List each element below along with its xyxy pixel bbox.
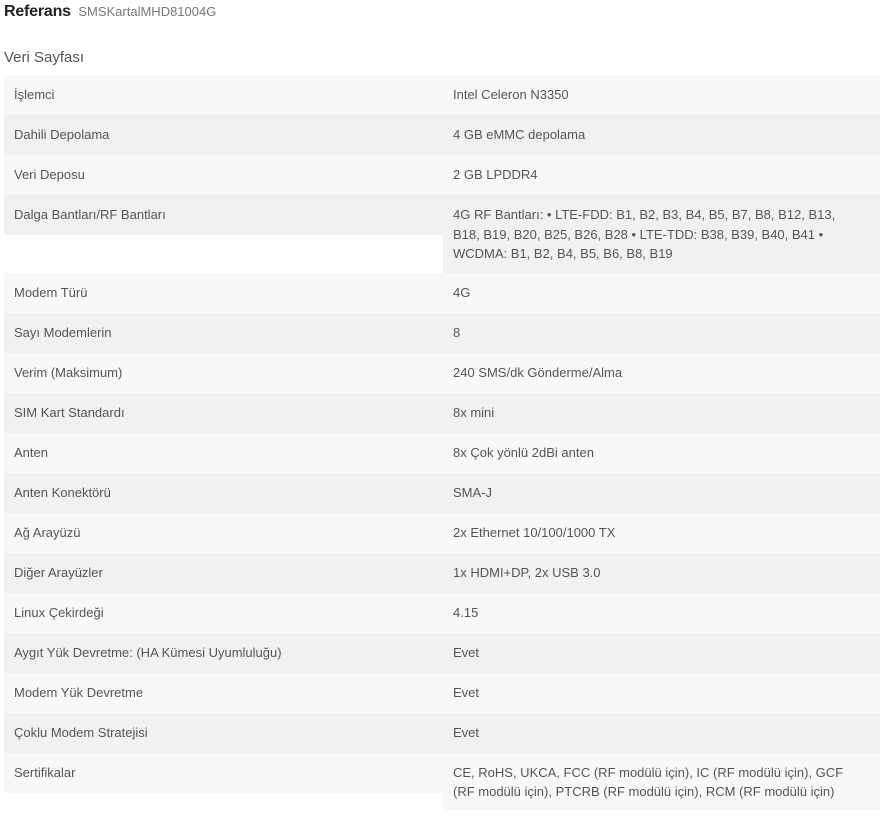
spec-value: 2 GB LPDDR4 bbox=[443, 155, 880, 195]
spec-row-device-failover bbox=[4, 633, 880, 673]
spec-row-linux-kernel bbox=[4, 593, 880, 633]
spec-key: Anten bbox=[4, 433, 443, 473]
spec-value: Evet bbox=[443, 633, 880, 673]
spec-value: 4.15 bbox=[443, 593, 880, 633]
spec-row-internal-storage bbox=[4, 115, 880, 155]
spec-row-processor bbox=[4, 75, 880, 115]
spec-key: Verim (Maksimum) bbox=[4, 353, 443, 393]
spec-row-memory bbox=[4, 155, 880, 195]
spec-key: Veri Deposu bbox=[4, 155, 443, 195]
spec-row-modem-type bbox=[4, 273, 880, 313]
spec-value: CE, RoHS, UKCA, FCC (RF modülü için), IC (RF modülü için), GCF (RF modülü için), PTCRB (RF modülü için), RCM (RF modülü için) bbox=[443, 753, 880, 811]
reference-heading bbox=[4, 3, 216, 21]
spec-value: Evet bbox=[443, 713, 880, 753]
datasheet-title: Veri Sayfası bbox=[4, 49, 85, 66]
spec-row-multi-modem-strategy bbox=[4, 713, 880, 753]
spec-key: Anten Konektörü bbox=[4, 473, 443, 513]
spec-value: 1x HDMI+DP, 2x USB 3.0 bbox=[443, 553, 880, 593]
spec-row-antenna-connector bbox=[4, 473, 880, 513]
spec-table bbox=[4, 75, 880, 811]
reference-code: SMSKartalMHD81004G bbox=[78, 4, 217, 19]
spec-value: 4G bbox=[443, 273, 880, 313]
spec-key: Diğer Arayüzler bbox=[4, 553, 443, 593]
spec-row-modem-count bbox=[4, 313, 880, 353]
spec-value: 8x mini bbox=[443, 393, 880, 433]
spec-row-rf-bands bbox=[4, 195, 880, 273]
spec-row-antenna bbox=[4, 433, 880, 473]
spec-key: Modem Yük Devretme bbox=[4, 673, 443, 713]
spec-row-throughput bbox=[4, 353, 880, 393]
spec-row-certifications bbox=[4, 753, 880, 811]
spec-key: İşlemci bbox=[4, 75, 443, 115]
spec-key: Çoklu Modem Stratejisi bbox=[4, 713, 443, 753]
spec-key: Ağ Arayüzü bbox=[4, 513, 443, 553]
spec-value: 4 GB eMMC depolama bbox=[443, 115, 880, 155]
spec-value: 8 bbox=[443, 313, 880, 353]
spec-row-modem-failover bbox=[4, 673, 880, 713]
spec-row-network-interface bbox=[4, 513, 880, 553]
spec-row-sim-standard bbox=[4, 393, 880, 433]
spec-key: Linux Çekirdeği bbox=[4, 593, 443, 633]
spec-value: 4G RF Bantları: • LTE-FDD: B1, B2, B3, B4, B5, B7, B8, B12, B13, B18, B19, B20, B25, B26, B28 • LTE-TDD: B38, B39, B40, B41 • WCDMA: B1, B2, B4, B5, B6, B8, B19 bbox=[443, 195, 880, 273]
spec-value: 2x Ethernet 10/100/1000 TX bbox=[443, 513, 880, 553]
reference-label: Referans bbox=[4, 3, 71, 20]
spec-key: Aygıt Yük Devretme: (HA Kümesi Uyumluluğu) bbox=[4, 633, 443, 673]
spec-key: Modem Türü bbox=[4, 273, 443, 313]
spec-key: SIM Kart Standardı bbox=[4, 393, 443, 433]
spec-value: Evet bbox=[443, 673, 880, 713]
spec-key: Sayı Modemlerin bbox=[4, 313, 443, 353]
spec-value: Intel Celeron N3350 bbox=[443, 75, 880, 115]
spec-value: 8x Çok yönlü 2dBi anten bbox=[443, 433, 880, 473]
spec-value: 240 SMS/dk Gönderme/Alma bbox=[443, 353, 880, 393]
spec-value: SMA-J bbox=[443, 473, 880, 513]
spec-key: Dalga Bantları/RF Bantları bbox=[4, 195, 443, 235]
spec-row-other-interfaces bbox=[4, 553, 880, 593]
spec-key: Dahili Depolama bbox=[4, 115, 443, 155]
spec-key: Sertifikalar bbox=[4, 753, 443, 793]
